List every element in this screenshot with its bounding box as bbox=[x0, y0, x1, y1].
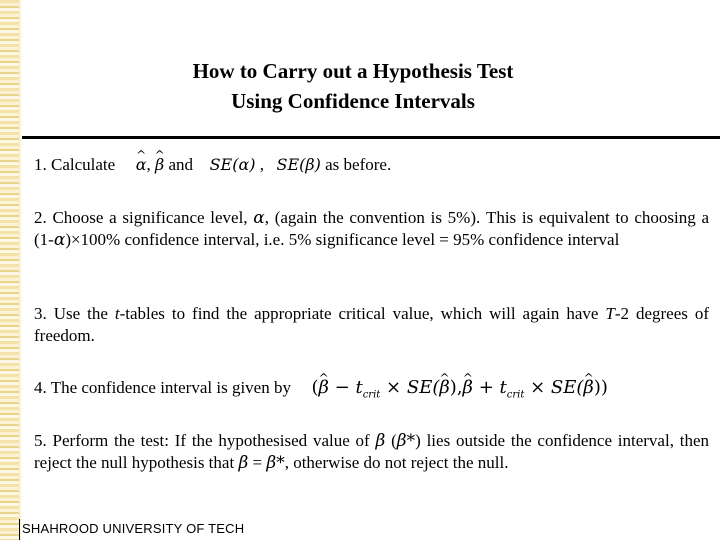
formula-times-1: × bbox=[386, 377, 402, 398]
formula-sep: , bbox=[456, 377, 463, 398]
formula-times-2: × bbox=[530, 377, 546, 398]
step-1 bbox=[34, 154, 391, 176]
se-alpha: SE(α) bbox=[209, 155, 256, 174]
step-1-prefix: 1. Calculate bbox=[34, 155, 116, 174]
formula-crit-1: crit bbox=[362, 389, 381, 401]
formula-beta-3: β ^ bbox=[463, 377, 473, 399]
step-2-text-1: 2. Choose a significance level, bbox=[34, 208, 248, 227]
step-2-alpha: α bbox=[253, 208, 265, 228]
footer-divider bbox=[19, 519, 20, 540]
title-line-1: How to Carry out a Hypothesis Test bbox=[192, 59, 514, 83]
title-divider bbox=[22, 136, 720, 139]
step-3 bbox=[34, 303, 709, 347]
step-3-text-1: 3. Use the bbox=[34, 304, 108, 323]
formula-t-2: t bbox=[499, 377, 507, 398]
confidence-interval-formula bbox=[311, 377, 608, 401]
step-1-comma-2: , bbox=[259, 155, 264, 174]
slide-title bbox=[160, 56, 546, 116]
step-2 bbox=[34, 207, 709, 251]
step-4-text: 4. The confidence interval is given by bbox=[34, 378, 291, 397]
alpha-hat: α ^ bbox=[136, 154, 147, 176]
step-5-text-2: ( bbox=[391, 431, 397, 450]
formula-se-2: SE( bbox=[550, 377, 584, 398]
se-beta: SE(β) bbox=[276, 155, 321, 174]
beta-hat: β ^ bbox=[155, 154, 164, 176]
step-5-equals: = bbox=[252, 453, 263, 472]
footer-text: SHAHROOD UNIVERSITY OF TECH bbox=[22, 521, 245, 536]
step-5-text-3: ) lies outside the confidence interval, then reject the null hypothesis that bbox=[34, 431, 710, 472]
step-1-and: and bbox=[168, 155, 194, 174]
step-2-text-2: , (again the convention is 5%). This is equivalent to choosing a (1- bbox=[34, 208, 710, 249]
decorative-stripe-edge bbox=[19, 0, 22, 540]
step-5-beta-star: β* bbox=[396, 431, 416, 451]
formula-crit-2: crit bbox=[506, 389, 525, 401]
step-4 bbox=[34, 377, 608, 407]
step-5 bbox=[34, 430, 709, 474]
step-5-text-5: , otherwise do not reject the null. bbox=[284, 453, 509, 472]
step-3-t: t bbox=[114, 304, 120, 323]
formula-close: )) bbox=[593, 377, 608, 398]
decorative-stripe bbox=[0, 0, 19, 540]
formula-close-se-1: ) bbox=[449, 377, 457, 398]
step-3-text-3: -2 degrees of freedom. bbox=[34, 304, 709, 345]
formula-beta-1: β ^ bbox=[319, 377, 329, 399]
formula-plus: + bbox=[478, 377, 494, 398]
formula-open: ( bbox=[311, 377, 319, 398]
step-5-beta-2: β bbox=[238, 453, 249, 473]
step-2-text-3: )×100% confidence interval, i.e. 5% significance level = 95% confidence interval bbox=[65, 230, 620, 249]
step-3-text-2: -tables to find the appropriate critical value, which will again have bbox=[119, 304, 599, 323]
formula-beta-2: β ^ bbox=[439, 377, 449, 399]
formula-se-1: SE( bbox=[406, 377, 440, 398]
step-1-suffix: as before. bbox=[325, 155, 392, 174]
formula-t-1: t bbox=[355, 377, 363, 398]
step-1-comma-1: , bbox=[146, 155, 151, 174]
step-5-beta: β bbox=[375, 431, 386, 451]
step-3-T: T bbox=[605, 304, 615, 323]
formula-minus: − bbox=[334, 377, 350, 398]
step-2-alpha-2: α bbox=[53, 230, 66, 250]
title-line-2: Using Confidence Intervals bbox=[231, 89, 475, 113]
step-5-text-1: 5. Perform the test: If the hypothesised value of bbox=[34, 431, 370, 450]
step-5-beta-star-2: β* bbox=[266, 453, 285, 473]
formula-beta-4: β ^ bbox=[583, 377, 593, 399]
